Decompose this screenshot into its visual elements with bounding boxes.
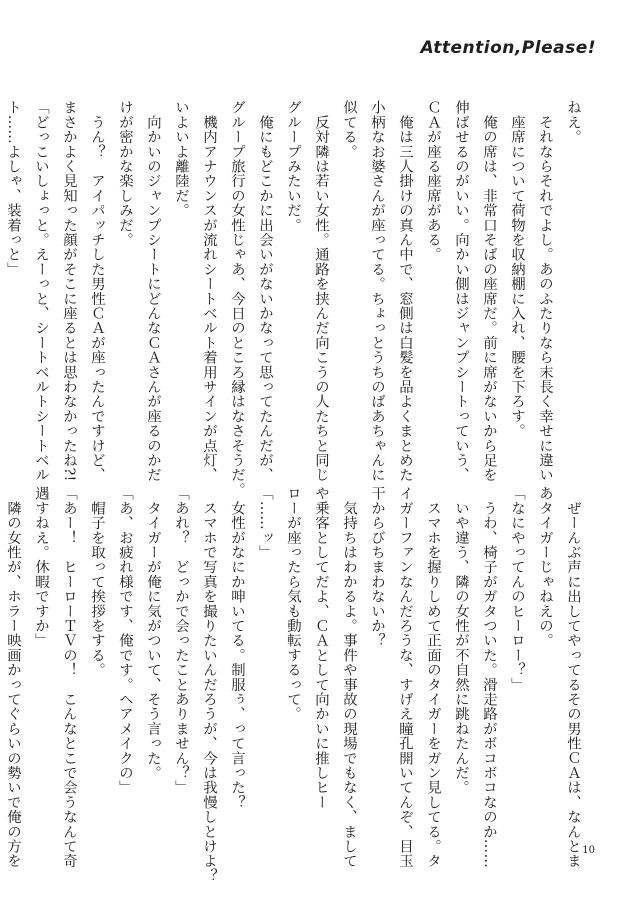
text-line: 伸ばせるのがいい。向かい側はジャンプシートっていう、 xyxy=(453,100,469,483)
text-line: ト……よしゃ、装着っと」 xyxy=(5,100,21,277)
text-line: 帽子を取って挨拶をする。 xyxy=(89,486,105,678)
text-line: うん？ アイパッチした男性ＣＡが座ったんですけど、 xyxy=(89,100,105,483)
text-line: ＣＡが座る座席がある。 xyxy=(425,100,441,262)
text-line: 遇すねえ。休暇ですか」 xyxy=(33,486,49,648)
text-line: スマホで写真を撮りたいんだろうが、今は我慢しとけよ？ xyxy=(201,486,217,883)
text-line: イガーファンなんだろうな、すげえ瞳孔開いてんぞ、目玉 xyxy=(397,486,413,869)
text-line: うわ、椅子がガタついた。滑走路がボコボコなのか…… xyxy=(481,486,497,869)
text-line: あタイガーじゃねえの。 xyxy=(537,486,553,648)
text-line: 「あー！ ヒーローＴＶの！ こんなとこで会うなんて奇 xyxy=(61,486,77,869)
text-line: 「あ、お疲れ様です、俺です。ヘアメイクの」 xyxy=(117,486,133,795)
text-line: 「……ッ」 xyxy=(257,486,273,560)
text-line: グループ旅行の女性じゃあ、今日のところ縁はなさそうだ。 xyxy=(229,100,245,497)
text-line: 向かいのジャンプシートにどんなＣＡさんが座るのかだ xyxy=(145,100,161,483)
text-line: 小柄なお婆さんが座ってる。ちょっとうちのばあちゃんに xyxy=(369,100,385,483)
page-number: 10 xyxy=(582,845,595,856)
text-line: グループみたいだ。 xyxy=(285,100,301,233)
text-line: 似てる。 xyxy=(341,100,357,159)
text-line: 「あれ？ どっかで会ったことありません？」 xyxy=(173,486,189,795)
text-line: や乗客としてだよ、ＣＡとして向かいに推しヒー xyxy=(313,486,329,810)
text-line: 隣の女性が、ホラー映画かってぐらいの勢いで俺の方を xyxy=(5,486,21,869)
text-line: 「どっこいしょっと。えーっと、シートベルトシートベル xyxy=(33,100,49,483)
text-line: 女性がなにか呻いてる。制服ぅ、って言った？ xyxy=(229,486,245,810)
text-line: 「なにやってんのヒーロー？」 xyxy=(509,486,525,692)
text-line: 座席について荷物を収納棚に入れ、腰を下ろす。 xyxy=(509,100,525,439)
text-line: 俺の席は、非常口そばの座席だ。前に席がないから足を xyxy=(481,100,497,483)
text-line: タイガーが俺に気がついて、そう言った。 xyxy=(145,486,161,780)
text-line: ローが座ったら気も動転するって。 xyxy=(285,486,301,722)
text-line: それならそれでよし。あのふたりなら末長く幸せに違い xyxy=(537,100,553,483)
text-line: いや違う、隣の女性が不自然に跳ねたんだ。 xyxy=(453,486,469,795)
text-line: けが密かな楽しみだ。 xyxy=(117,100,133,247)
text-line: ねえ。 xyxy=(565,100,581,145)
text-line: まさかよく見知った顔がそこに座るとは思わなかったね?! xyxy=(61,100,77,482)
text-line: スマホを握りしめて正面のタイガーをガン見してる。タ xyxy=(425,486,441,869)
header-title: Attention,Please! xyxy=(420,38,596,58)
text-line: 俺は三人掛けの真ん中で、窓側は白髪を品よくまとめた xyxy=(397,100,413,483)
text-line: 反対隣は若い女性。通路を挟んだ向こうの人たちと同じ xyxy=(313,100,329,483)
text-line: 俺にもどこかに出会いがないかなって思ってたんだが、 xyxy=(257,100,273,483)
text-block-top xyxy=(5,100,587,497)
text-line: 干からびちまわないか？ xyxy=(369,486,385,648)
text-line: 気持ちはわかるよ。事件や事故の現場でもなく、まして xyxy=(341,486,357,869)
text-line: いよいよ離陸だ。 xyxy=(173,100,189,218)
text-line: 機内アナウンスが流れシートベルト着用サインが点灯、 xyxy=(201,100,217,483)
text-line: ぜーんぶ声に出してやってるその男性ＣＡは、なんとま xyxy=(565,486,581,869)
text-block-bottom xyxy=(5,486,587,883)
